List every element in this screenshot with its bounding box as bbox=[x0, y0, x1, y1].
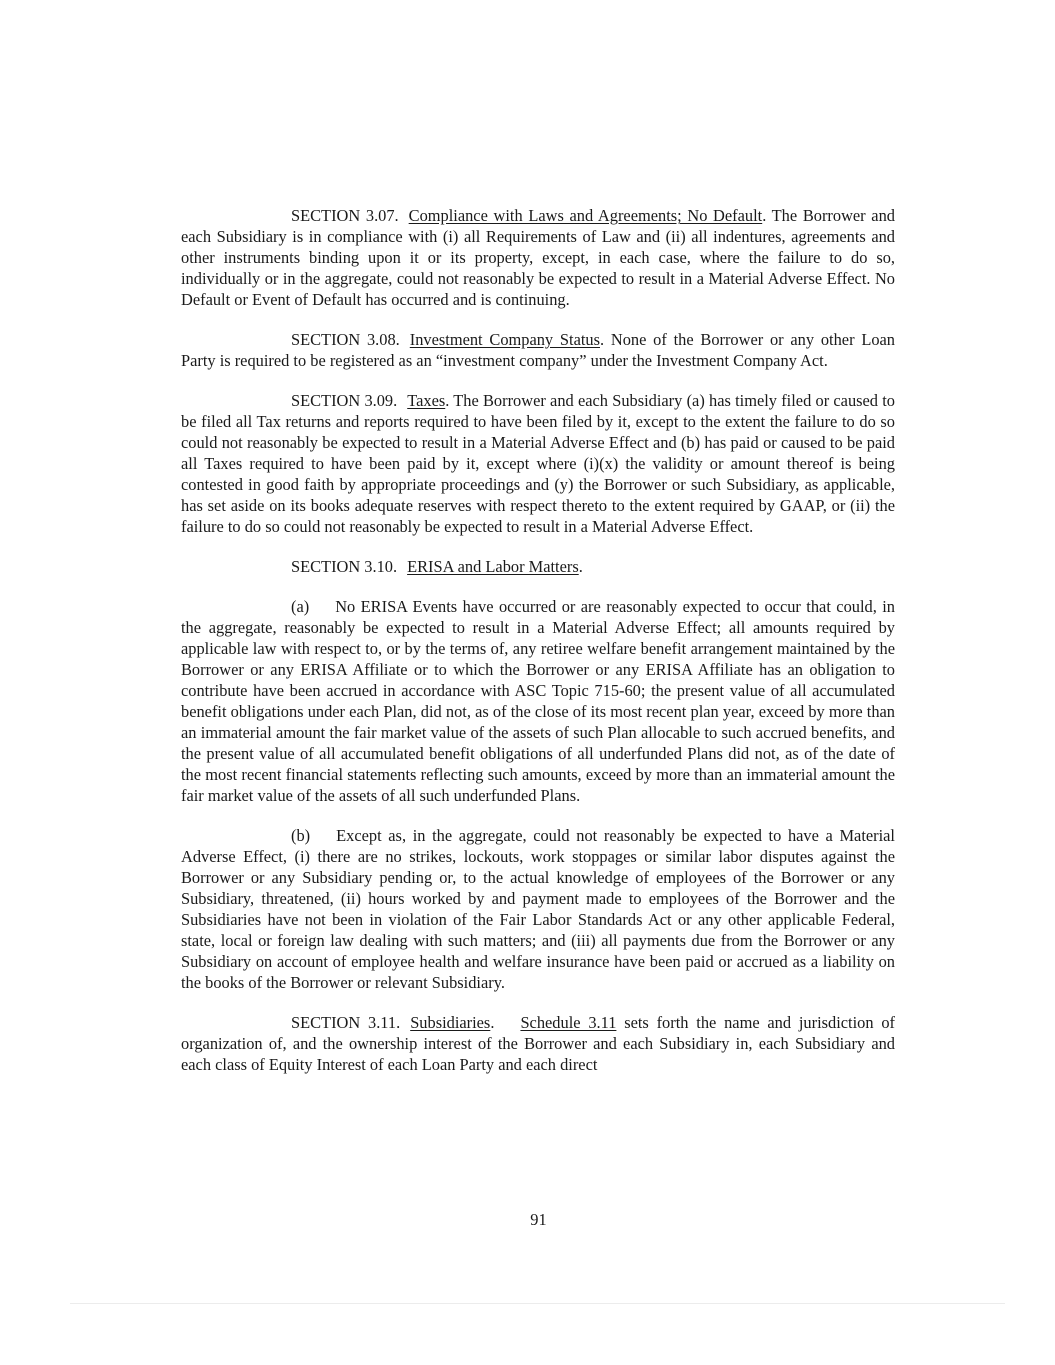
section-3-10-b-marker: (b) bbox=[291, 826, 311, 845]
section-3-10-b-body: Except as, in the aggregate, could not reasonably be expected to have a Material Adverse Effect, (i) there are no strikes, lockouts, work stoppages or similar labor disputes against the Borrower or any Subsidiary pending or, to the actual knowledge of employees of the Borrower or any Subsidiary, threatened, (ii) hours worked by and payment made to employees of the Borrower and the Subsidiaries have not been in violation of the Fair Labor Standards Act or any other applicable Federal, state, local or foreign law dealing with such matters; and (iii) all payments due from the Borrower or any Subsidiary on account of employee health and welfare insurance have been paid or accrued as a liability on the books of the Borrower or relevant Subsidiary. bbox=[181, 826, 895, 992]
section-3-10-title-end: . bbox=[578, 557, 583, 576]
section-3-09-label: SECTION 3.09. bbox=[291, 391, 398, 410]
section-3-08-label: SECTION 3.08. bbox=[291, 330, 400, 349]
section-3-11-title: Subsidiaries bbox=[410, 1013, 491, 1032]
section-3-08-title: Investment Company Status bbox=[409, 330, 600, 349]
section-3-08-body: . None of the Borrower or any other Loan Party is required to be registered as an “investment company” under the Investment Company Act. bbox=[181, 330, 895, 370]
section-3-07 bbox=[181, 205, 895, 310]
section-3-09 bbox=[181, 390, 895, 537]
section-3-08 bbox=[181, 329, 895, 371]
section-3-09-title: Taxes bbox=[407, 391, 446, 410]
section-3-10-a-body: No ERISA Events have occurred or are reasonably expected to occur that could, in the aggregate, reasonably be expected to result in a Material Adverse Effect; all amounts required by applicable law with respect to, or by the terms of, any retiree welfare benefit arrangement maintained by the Borrower or any ERISA Affiliate or to which the Borrower or any ERISA Affiliate has an obligation to contribute have been accrued in accordance with ASC Topic 715-60; the present value of all accumulated benefit obligations under each Plan, did not, as of the close of its most recent plan year, exceed by more than an immaterial amount the fair market value of the assets of such Plan allocable to such accrued benefits, and the present value of all accumulated benefit obligations of all underfunded Plans did not, as of the date of the most recent financial statements reflecting such amounts, exceed by more than an immaterial amount the fair market value of the assets of all such underfunded Plans. bbox=[181, 597, 895, 805]
section-3-11 bbox=[181, 1012, 895, 1075]
section-3-10-a-marker: (a) bbox=[291, 597, 310, 616]
section-3-10-label: SECTION 3.10. bbox=[291, 557, 398, 576]
section-3-07-label: SECTION 3.07. bbox=[291, 206, 399, 225]
section-3-11-body: sets forth the name and jurisdiction of organization of, and the ownership interest of the Borrower and each Subsidiary in, each Subsidiary and each class of Equity Interest of each Loan Party and each direct bbox=[181, 1013, 895, 1074]
section-3-10-title: ERISA and Labor Matters bbox=[407, 557, 579, 576]
document-page bbox=[181, 205, 895, 1075]
page-number: 91 bbox=[530, 1210, 547, 1229]
section-3-11-label: SECTION 3.11. bbox=[291, 1013, 401, 1032]
schedule-3-11-reference: Schedule 3.11 bbox=[520, 1013, 617, 1032]
section-3-07-body: . The Borrower and each Subsidiary is in compliance with (i) all Requirements of Law and (ii) all indentures, agreements and other instruments binding upon it or its property, except, in each case, where the failure to do so, individually or in the aggregate, could not reasonably be expected to result in a Material Adverse Effect. No Default or Event of Default has occurred and is continuing. bbox=[181, 206, 895, 309]
section-3-07-title: Compliance with Laws and Agreements; No Default bbox=[408, 206, 763, 225]
section-3-10-b bbox=[181, 825, 895, 993]
section-3-11-mid: . bbox=[490, 1013, 495, 1032]
footer-divider bbox=[70, 1303, 1005, 1304]
section-3-09-body: . The Borrower and each Subsidiary (a) has timely filed or caused to be filed all Tax returns and reports required to have been filed by it, except to the extent the failure to do so could not reasonably be expected to result in a Material Adverse Effect and (b) has paid or caused to be paid all Taxes required to have been paid by it, except where (i)(x) the validity or amount thereof is being contested in good faith by appropriate proceedings and (y) the Borrower or such Subsidiary, as applicable, has set aside on its books adequate reserves with respect thereto to the extent required by GAAP, or (ii) the failure to do so could not reasonably be expected to result in a Material Adverse Effect. bbox=[181, 391, 895, 536]
section-3-10-a bbox=[181, 596, 895, 806]
section-3-10-heading bbox=[181, 556, 895, 577]
